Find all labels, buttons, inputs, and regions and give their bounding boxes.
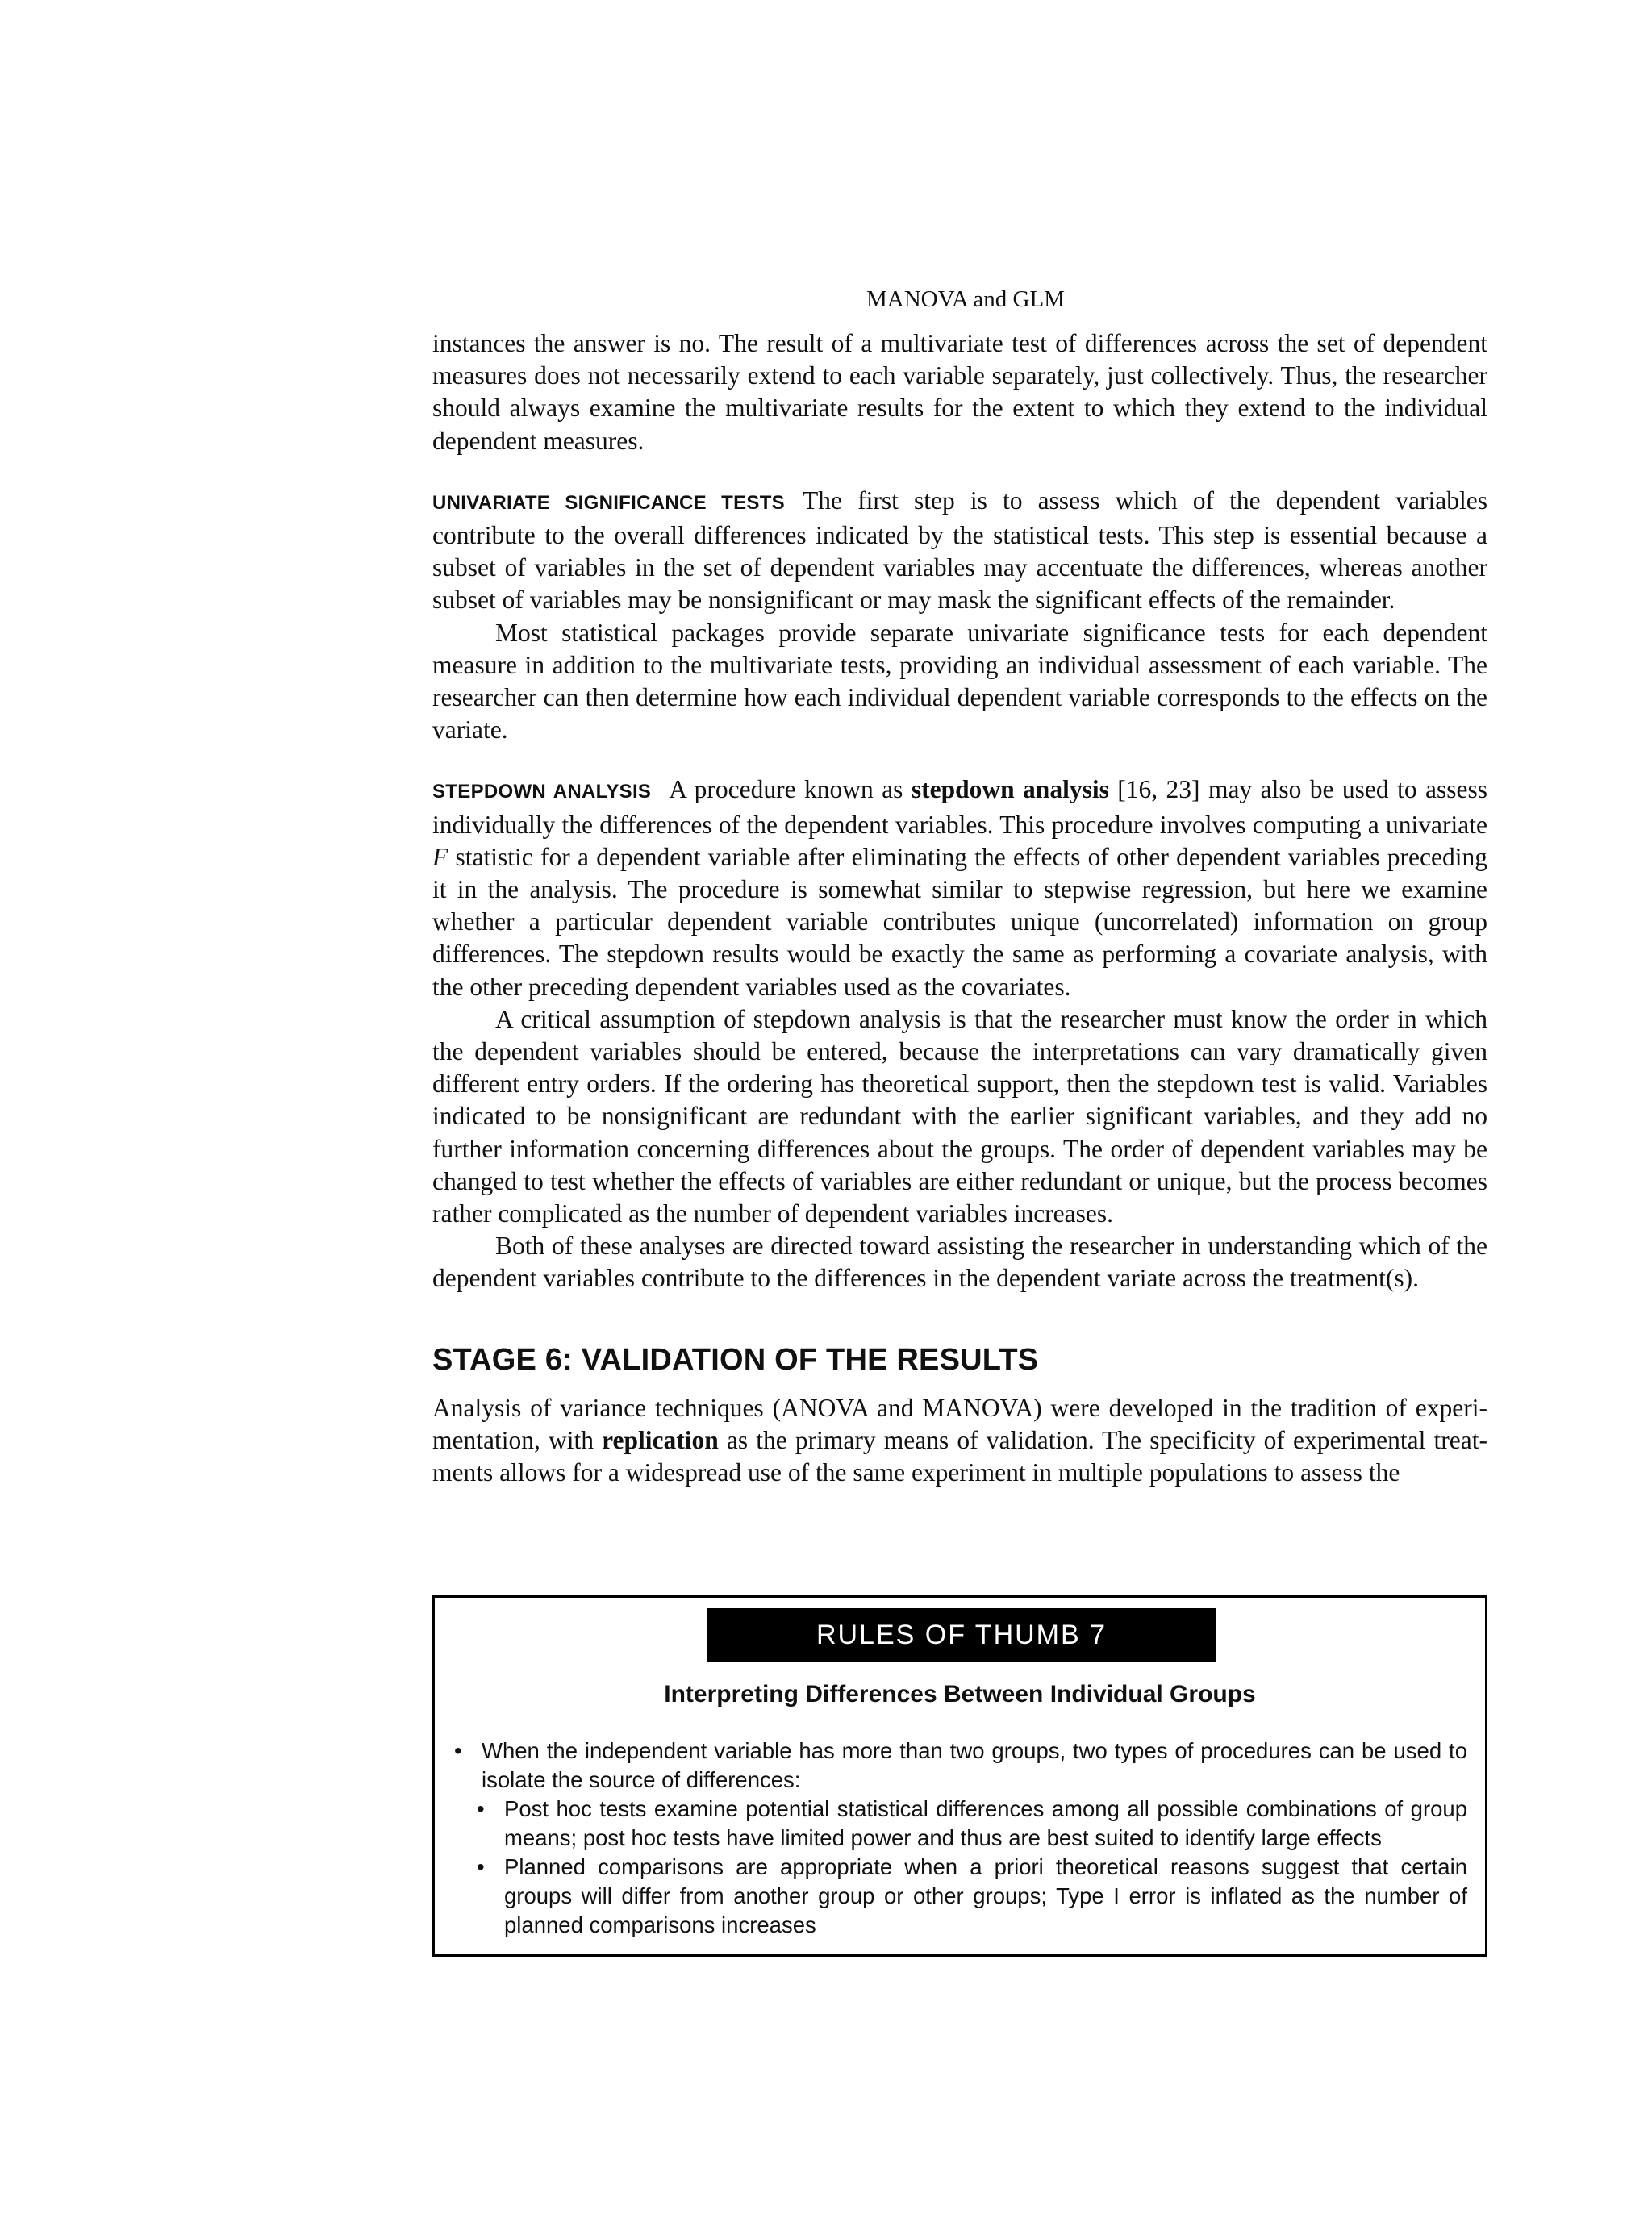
rules-banner: RULES OF THUMB 7 xyxy=(707,1608,1216,1662)
stepdown-term: stepdown analysis xyxy=(911,775,1109,804)
stepdown-paragraph-1 xyxy=(432,773,1487,1003)
stepdown-paragraph-2: A critical assumption of stepdown analysis is that the researcher must know the order in which the dependent variables should be entered, because the interpretations can vary dramatically given different entry orders. If the ordering has theoretical support, then the stepdown test is valid. Variables indicated to be nonsignificant are redundant with the earlier significant variables, and they add no further information concerning differences about the groups. The order of dependent variables may be changed to test whether the effects of variables are either redundant or unique, but the process becomes rather complicated as the number of dependent variables increases. xyxy=(432,1004,1487,1228)
f-statistic-symbol: F xyxy=(432,842,448,871)
stepdown-heading: STEPDOWN ANALYSIS xyxy=(432,781,652,803)
rules-list xyxy=(453,1737,1467,1940)
rules-sub-bullet-planned: • Planned comparisons are appropriate when a priori theoretical reasons suggest that certain groups will differ from another group or other groups; Type I error is inflated as the number of planned comparisons increases xyxy=(475,1853,1467,1940)
stage6-p1-a: Analysis of variance techniques (ANOVA and MANOVA) were developed in the tradition of experimentation, with xyxy=(432,1393,1487,1454)
page-body xyxy=(432,284,1487,1489)
rules-title: Interpreting Differences Between Individual Groups xyxy=(664,1681,1256,1708)
stepdown-p1-c: statistic for a dependent variable after eliminating the effects of other dependent variables preceding it in the analysis. The procedure is somewhat similar to stepwise regression, but here we examine whether a particular dependent variable contributes unique (uncorrelated) information on group differences. The stepdown results would be exactly the same as performing a covariate analysis, with the other preceding dependent variables used as the covariates. xyxy=(432,842,1487,1001)
univariate-p1-text: The first step is to assess which of the dependent variables contribute to the overall differences indicated by the statistical tests. This step is essential because a subset of variables in the set of dependent variables may accentuate the differences, whereas another subset of variables may be nonsignificant or may mask the significant effects of the remainder. xyxy=(432,486,1488,615)
rules-bullet-main: • When the independent variable has more than two groups, two types of procedures can be used to isolate the source of differences: xyxy=(453,1737,1467,1795)
univariate-paragraph-2: Most statistical packages provide separate univariate significance tests for each dependent measure in addition to the multivariate tests, providing an individual assessment of each variable. The researcher can then determine how each individual dependent variable corresponds to the effects on the variate. xyxy=(432,618,1487,744)
rules-sub-bullet-post-hoc: • Post hoc tests examine potential statistical differences among all possible combinations of group means; post hoc tests have limited power and thus are best suited to identify large effects xyxy=(475,1795,1467,1853)
intro-paragraph: instances the answer is no. The result of a multivariate test of differences across the set of dependent measures does not necessarily extend to each variable separately, just collectively. Thus, the researcher should always examine the multivariate results for the extent to which they extend to the individual dependent measures. xyxy=(432,329,1487,455)
replication-term: replication xyxy=(602,1425,719,1454)
rules-sub-list xyxy=(475,1795,1467,1940)
univariate-heading: UNIVARIATE SIGNIFICANCE TESTS xyxy=(432,491,785,514)
stepdown-p1-b: [16, 23] may also be used to assess individually the differences of the dependent variables. This procedure involves computing a univariate xyxy=(432,775,1487,839)
stage6-heading: STAGE 6: VALIDATION OF THE RESULTS xyxy=(432,1342,1039,1377)
stepdown-paragraph-3: Both of these analyses are directed toward assisting the researcher in understanding which of the dependent variables contribute to the differences in the dependent variate across the treatment(s). xyxy=(432,1232,1487,1293)
univariate-paragraph-1 xyxy=(432,485,1487,617)
stage6-paragraph xyxy=(432,1392,1487,1490)
stage6-p1-b: as the primary means of validation. The specificity of experimental treatments allows for a widespread use of the same experiment in multiple populations to assess the xyxy=(432,1425,1487,1487)
running-head: MANOVA and GLM xyxy=(866,286,1065,312)
stepdown-p1-a: A procedure known as xyxy=(669,775,912,804)
rules-of-thumb-box xyxy=(432,1595,1487,1957)
